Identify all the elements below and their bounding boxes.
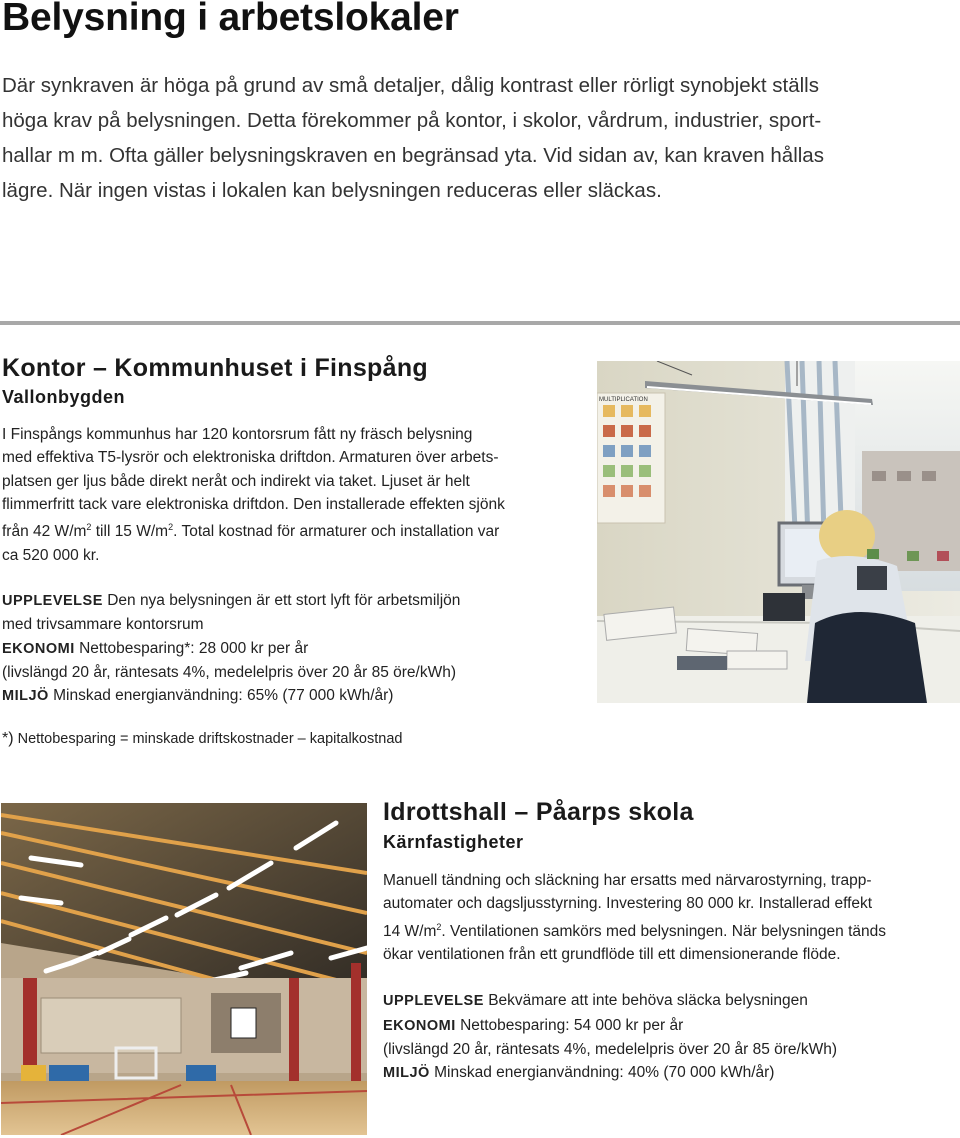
- miljo-line: [2, 684, 582, 708]
- gym-body-line: Manuell tändning och släckning har ersatts med närvarostyrning, trapp-: [383, 872, 872, 889]
- miljo-text: Minskad energianvändning: 65% (77 000 kWh/år): [48, 687, 394, 705]
- miljo-text: Minskad energianvändning: 40% (70 000 kWh/år): [429, 1064, 775, 1082]
- poster-label: MULTIPLICATION: [599, 397, 648, 403]
- upplevelse-label: UPPLEVELSE: [383, 993, 484, 1010]
- office-description: [2, 423, 582, 567]
- page-title: Belysning i arbetslokaler: [2, 0, 459, 39]
- gym-photo-illustration: [1, 803, 367, 1135]
- office-facts: [2, 589, 582, 708]
- gym-body-line: ökar ventilationen från ett grundflöde till ett dimensionerande flöde.: [383, 946, 841, 964]
- upplevelse-text: Den nya belysningen är ett stort lyft för arbetsmiljön: [102, 591, 461, 609]
- footnote-star: *): [2, 730, 14, 748]
- intro-line: hallar m m. Ofta gäller belysningskraven en begränsad yta. Vid sidan av, kan kraven hållas: [2, 144, 824, 167]
- ekonomi-text: Nettobesparing: 54 000 kr per år: [455, 1016, 684, 1034]
- miljo-label: MILJÖ: [2, 688, 49, 705]
- text-fragment: från 42 W/m: [2, 523, 87, 541]
- miljo-line: [383, 1061, 953, 1085]
- office-body-line: I Finspångs kommunhus har 120 kontorsrum fått ny fräsch belysning: [2, 426, 473, 443]
- superscript: 2: [436, 921, 442, 932]
- office-photo-illustration: [597, 361, 960, 703]
- gym-body-line: [383, 916, 953, 943]
- gym-heading: Idrottshall – Påarps skola: [383, 798, 694, 826]
- text-fragment: till 15 W/m: [91, 523, 169, 541]
- ekonomi-line: [383, 1014, 953, 1038]
- gym-body-line: automater och dagsljusstyrning. Investering 80 000 kr. Installerad effekt: [383, 895, 873, 913]
- text-fragment: . Ventilationen samkörs med belysningen. När belysningen tänds: [441, 922, 887, 940]
- ekonomi-line-2: (livslängd 20 år, räntesats 4%, medelelpris över 20 år 85 öre/kWh): [2, 663, 457, 681]
- office-subheading: Vallonbygden: [2, 387, 126, 407]
- upplevelse-label: UPPLEVELSE: [2, 592, 103, 609]
- office-heading: Kontor – Kommunhuset i Finspång: [2, 354, 428, 382]
- miljo-label: MILJÖ: [383, 1065, 430, 1082]
- superscript: 2: [86, 522, 92, 533]
- office-body-line: ca 520 000 kr.: [2, 546, 100, 564]
- ekonomi-line-2: (livslängd 20 år, räntesats 4%, medelelpris över 20 år 85 öre/kWh): [383, 1040, 838, 1058]
- intro-line: Där synkraven är höga på grund av små detaljer, dålig kontrast eller rörligt synobjekt ställs: [2, 74, 819, 97]
- section-divider: [0, 321, 960, 325]
- gym-description: [383, 869, 953, 966]
- gym-section: [383, 798, 953, 1086]
- gym-facts: [383, 989, 953, 1085]
- gym-photo: [1, 803, 367, 1135]
- intro-paragraph: [2, 68, 937, 208]
- ekonomi-line: [2, 637, 582, 661]
- ekonomi-label: EKONOMI: [383, 1017, 456, 1034]
- ekonomi-label: EKONOMI: [2, 640, 75, 657]
- office-body-line: flimmerfritt tack vare elektroniska driftdon. Den installerade effekten sjönk: [2, 495, 505, 513]
- intro-line: höga krav på belysningen. Detta förekommer på kontor, i skolor, vårdrum, industrier, sport-: [2, 109, 822, 132]
- office-body-line: [2, 516, 582, 543]
- office-photo: [597, 361, 960, 703]
- footnote: [2, 730, 582, 748]
- superscript: 2: [168, 522, 174, 533]
- upplevelse-line: [2, 589, 582, 613]
- ekonomi-text: Nettobesparing*: 28 000 kr per år: [74, 639, 309, 657]
- text-fragment: . Total kostnad för armaturer och installation var: [173, 523, 500, 541]
- office-body-line: med effektiva T5-lysrör och elektroniska driftdon. Armaturen över arbets-: [2, 449, 499, 467]
- gym-subheading: Kärnfastigheter: [383, 832, 524, 852]
- intro-line: lägre. När ingen vistas i lokalen kan belysningen reduceras eller släckas.: [2, 179, 662, 202]
- upplevelse-line-2: med trivsammare kontorsrum: [2, 616, 204, 634]
- text-fragment: 14 W/m: [383, 922, 437, 940]
- office-section: [2, 354, 582, 748]
- footnote-text: Nettobesparing = minskade driftskostnader – kapitalkostnad: [13, 731, 403, 748]
- office-body-line: platsen ger ljus både direkt neråt och indirekt via taket. Ljuset är helt: [2, 472, 470, 490]
- upplevelse-text: Bekvämare att inte behöva släcka belysningen: [483, 992, 808, 1010]
- upplevelse-line: [383, 989, 953, 1013]
